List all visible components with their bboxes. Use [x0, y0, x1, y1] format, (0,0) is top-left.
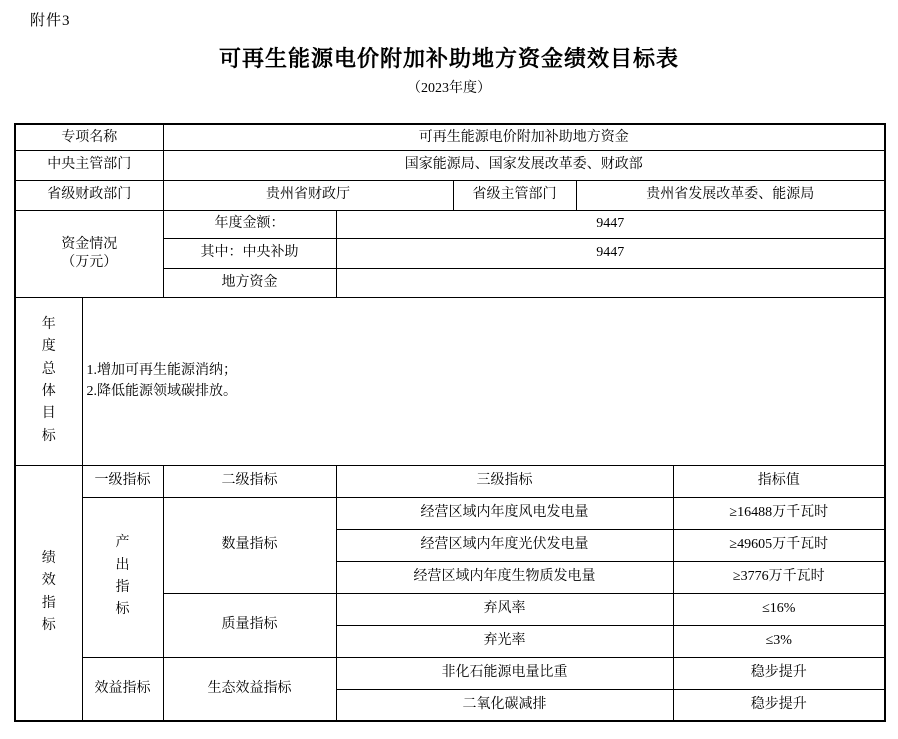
- page-title: 可再生能源电价附加补助地方资金绩效目标表: [218, 46, 679, 71]
- annual-goal-line-1: 1.增加可再生能源消纳；: [86, 363, 237, 378]
- provincial-finance-value: 贵州省财政厅: [163, 180, 453, 210]
- indicators-section-label-vertical: 绩效指标: [41, 550, 56, 634]
- row-indicator-headers: [15, 465, 885, 497]
- annual-goal-content: [82, 297, 885, 465]
- indicators-section-label: [15, 465, 82, 721]
- funds-label-line1: 资金情况: [61, 237, 118, 252]
- indicator-value: ≤16%: [673, 593, 885, 625]
- funds-annual-label: 年度金额：: [163, 210, 336, 238]
- annual-goal-label: [15, 297, 82, 465]
- row-provincial-depts: [15, 180, 885, 210]
- page-subtitle: （2023年度）: [407, 81, 491, 96]
- funds-central-subsidy-label: 其中：中央补助: [163, 238, 336, 268]
- indicator-name: 经营区域内年度生物质发电量: [336, 561, 673, 593]
- indicator-value: 稳步提升: [673, 657, 885, 689]
- row-central-dept: [15, 150, 885, 180]
- project-name-label: 专项名称: [15, 124, 163, 150]
- header-level1: 一级指标: [82, 465, 163, 497]
- central-dept-label: 中央主管部门: [15, 150, 163, 180]
- provincial-admin-value: 贵州省发展改革委、能源局: [576, 180, 885, 210]
- level1-output-indicator: [82, 497, 163, 657]
- indicator-name: 弃风率: [336, 593, 673, 625]
- indicator-value: ≥49605万千瓦时: [673, 529, 885, 561]
- row-funds-annual: [15, 210, 885, 238]
- indicator-name: 经营区域内年度风电发电量: [336, 497, 673, 529]
- indicator-value: 稳步提升: [673, 689, 885, 721]
- indicator-value: ≥3776万千瓦时: [673, 561, 885, 593]
- funds-local-value: [336, 268, 885, 297]
- level2-quantity-indicator: 数量指标: [163, 497, 336, 593]
- project-name-value: 可再生能源电价附加补助地方资金: [163, 124, 885, 150]
- indicator-name: 非化石能源电量比重: [336, 657, 673, 689]
- header-level2: 二级指标: [163, 465, 336, 497]
- annual-goal-label-vertical: 年度总体目标: [41, 316, 56, 444]
- row-annual-goal: [15, 297, 885, 465]
- indicator-name: 弃光率: [336, 625, 673, 657]
- level2-eco-benefit-indicator: 生态效益指标: [163, 657, 336, 721]
- header-level3: 三级指标: [336, 465, 673, 497]
- central-dept-value: 国家能源局、国家发展改革委、财政部: [163, 150, 885, 180]
- indicator-row-wind: [15, 497, 885, 529]
- funds-section-label: [15, 210, 163, 297]
- funds-central-subsidy-value: 9447: [336, 238, 885, 268]
- level2-quality-indicator: 质量指标: [163, 593, 336, 657]
- level1-output-vertical: 产出指标: [115, 535, 130, 618]
- indicator-name: 经营区域内年度光伏发电量: [336, 529, 673, 561]
- funds-local-label: 地方资金: [163, 268, 336, 297]
- header-indicator-value: 指标值: [673, 465, 885, 497]
- indicator-row-nonfossil: [15, 657, 885, 689]
- provincial-finance-label: 省级财政部门: [15, 180, 163, 210]
- indicator-value: ≥16488万千瓦时: [673, 497, 885, 529]
- indicator-name: 二氧化碳减排: [336, 689, 673, 721]
- funds-annual-value: 9447: [336, 210, 885, 238]
- indicator-value: ≤3%: [673, 625, 885, 657]
- level1-benefit-indicator: 效益指标: [82, 657, 163, 721]
- performance-target-table: [14, 123, 886, 722]
- provincial-admin-label: 省级主管部门: [453, 180, 576, 210]
- funds-label-line2: （万元）: [61, 254, 118, 270]
- attachment-label: 附件3: [30, 13, 71, 29]
- annual-goal-line-2: 2.降低能源领域碳排放。: [86, 384, 237, 399]
- row-project-name: [15, 124, 885, 150]
